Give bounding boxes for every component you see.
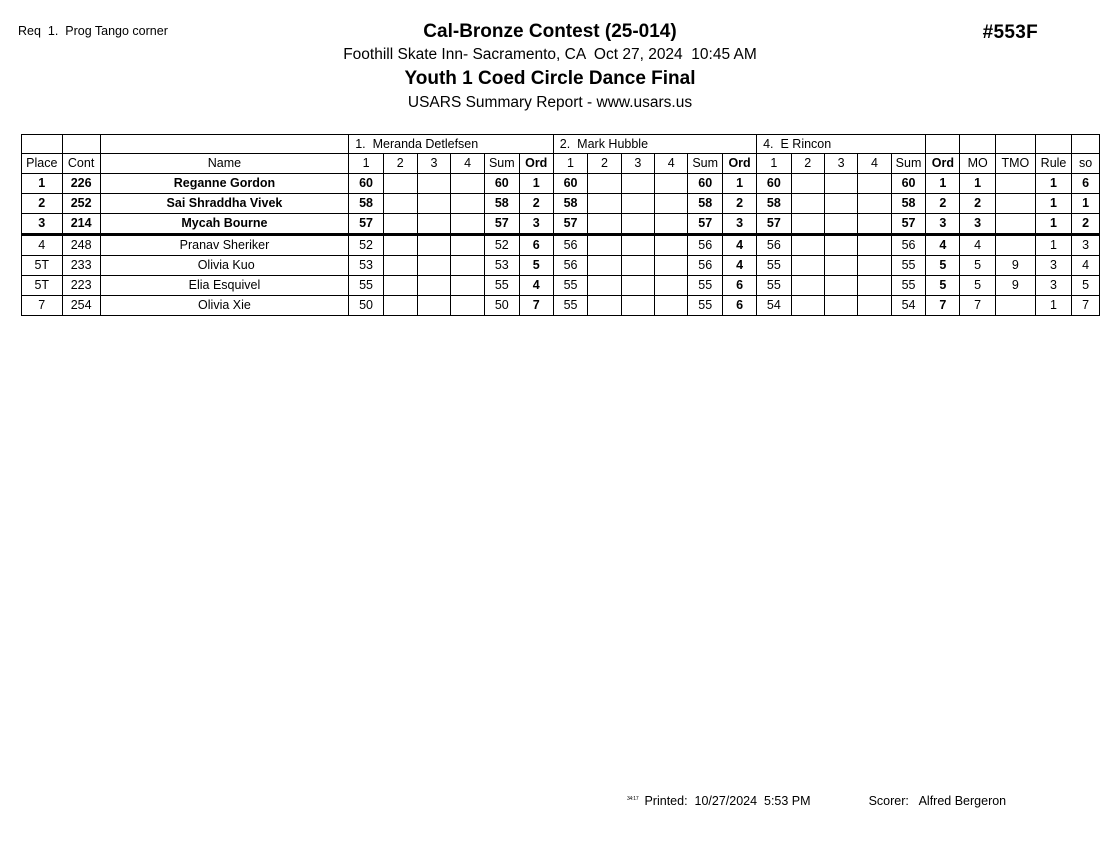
cell-j3-ord: 7 (926, 296, 960, 316)
cell-j2-score-1: 55 (553, 296, 587, 316)
cell-j3-ord: 2 (926, 194, 960, 214)
band-spacer-cont (62, 135, 100, 154)
cell-j1-score-1: 55 (349, 276, 384, 296)
cell-j3-sum: 57 (891, 214, 926, 235)
cell-so: 6 (1072, 174, 1100, 194)
cell-place: 2 (22, 194, 63, 214)
cell-mo: 5 (960, 256, 995, 276)
cell-j3-score-1: 55 (757, 256, 791, 276)
cell-j2-score-4 (655, 296, 688, 316)
cell-j1-ord: 1 (519, 174, 553, 194)
cell-j1-score-2 (383, 174, 417, 194)
cell-j2-ord: 3 (723, 214, 757, 235)
cell-rule: 1 (1035, 296, 1071, 316)
cell-j3-score-3 (824, 276, 857, 296)
header-tmo: TMO (995, 154, 1035, 174)
table-row (22, 256, 1100, 276)
judge-1-name: 1. Meranda Detlefsen (349, 135, 554, 154)
cell-place: 5T (22, 256, 63, 276)
cell-j1-score-3 (417, 214, 451, 235)
cell-place: 7 (22, 296, 63, 316)
cell-j1-ord: 3 (519, 214, 553, 235)
cell-j3-score-3 (824, 235, 857, 256)
header-name: Name (100, 154, 349, 174)
cell-j3-ord: 5 (926, 256, 960, 276)
scorer-name: Scorer: Alfred Bergeron (868, 794, 1007, 808)
cell-name: Pranav Sheriker (100, 235, 349, 256)
cell-j2-score-3 (621, 214, 654, 235)
cell-j3-score-4 (858, 235, 891, 256)
header-j2-sum: Sum (688, 154, 723, 174)
cell-j1-score-2 (383, 194, 417, 214)
cell-j1-score-3 (417, 276, 451, 296)
band-spacer-name (100, 135, 349, 154)
cell-rule: 1 (1035, 214, 1071, 235)
cell-j1-score-1: 52 (349, 235, 384, 256)
cell-j1-score-2 (383, 235, 417, 256)
cell-cont: 226 (62, 174, 100, 194)
cell-tmo (995, 194, 1035, 214)
cell-j2-sum: 56 (688, 256, 723, 276)
header-j1-score-4: 4 (451, 154, 485, 174)
cell-j3-score-4 (858, 296, 891, 316)
cell-tmo (995, 296, 1035, 316)
cell-j3-score-3 (824, 256, 857, 276)
cell-j3-score-3 (824, 194, 857, 214)
cell-j1-score-1: 57 (349, 214, 384, 235)
cell-mo: 1 (960, 174, 995, 194)
cell-j3-ord: 3 (926, 214, 960, 235)
cell-j2-ord: 6 (723, 276, 757, 296)
cell-mo: 7 (960, 296, 995, 316)
cell-j1-sum: 53 (484, 256, 519, 276)
header-j3-score-4: 4 (858, 154, 891, 174)
cell-j3-score-2 (791, 256, 824, 276)
cell-j2-score-2 (588, 214, 621, 235)
cell-j1-score-3 (417, 194, 451, 214)
cell-j1-score-3 (417, 174, 451, 194)
cell-j3-score-1: 54 (757, 296, 791, 316)
header-j1-score-2: 2 (383, 154, 417, 174)
band-spacer-place (22, 135, 63, 154)
header-j2-score-4: 4 (655, 154, 688, 174)
cell-rule: 1 (1035, 235, 1071, 256)
header-mo: MO (960, 154, 995, 174)
cell-j3-score-2 (791, 276, 824, 296)
cell-j1-score-1: 53 (349, 256, 384, 276)
cell-j3-ord: 5 (926, 276, 960, 296)
band-spacer-so (1072, 135, 1100, 154)
cell-mo: 5 (960, 276, 995, 296)
header-j1-ord: Ord (519, 154, 553, 174)
cell-tmo (995, 214, 1035, 235)
cell-j2-sum: 60 (688, 174, 723, 194)
cell-mo: 3 (960, 214, 995, 235)
cell-j3-score-3 (824, 214, 857, 235)
header-rule: Rule (1035, 154, 1071, 174)
header-j1-score-3: 3 (417, 154, 451, 174)
cell-so: 3 (1072, 235, 1100, 256)
cell-cont: 233 (62, 256, 100, 276)
cell-j2-sum: 58 (688, 194, 723, 214)
cell-name: Sai Shraddha Vivek (100, 194, 349, 214)
cell-cont: 254 (62, 296, 100, 316)
cell-j1-score-4 (451, 296, 485, 316)
band-spacer-mo (960, 135, 995, 154)
cell-j1-score-4 (451, 174, 485, 194)
cell-j2-ord: 4 (723, 256, 757, 276)
cell-j3-ord: 4 (926, 235, 960, 256)
cell-j2-ord: 1 (723, 174, 757, 194)
cell-j1-score-4 (451, 235, 485, 256)
header-j1-score-1: 1 (349, 154, 384, 174)
printed-timestamp: Printed: 10/27/2024 5:53 PM (644, 794, 811, 808)
cell-j2-score-2 (588, 174, 621, 194)
cell-j2-score-3 (621, 296, 654, 316)
cell-j3-score-4 (858, 194, 891, 214)
cell-j1-score-4 (451, 276, 485, 296)
band-spacer-rule (1035, 135, 1071, 154)
cell-j1-score-4 (451, 194, 485, 214)
cell-j2-score-1: 58 (553, 194, 587, 214)
cell-name: Mycah Bourne (100, 214, 349, 235)
cell-j3-score-1: 56 (757, 235, 791, 256)
cell-cont: 223 (62, 276, 100, 296)
cell-j1-score-3 (417, 296, 451, 316)
cell-j2-score-3 (621, 276, 654, 296)
cell-so: 5 (1072, 276, 1100, 296)
header-j3-sum: Sum (891, 154, 926, 174)
cell-j1-ord: 2 (519, 194, 553, 214)
cell-name: Elia Esquivel (100, 276, 349, 296)
cell-rule: 3 (1035, 256, 1071, 276)
footer-code: 34:17 (626, 795, 639, 802)
results-table-container (21, 134, 1100, 316)
cell-j2-score-3 (621, 256, 654, 276)
cell-j3-sum: 55 (891, 256, 926, 276)
cell-tmo: 9 (995, 276, 1035, 296)
table-row (22, 235, 1100, 256)
cell-j2-score-2 (588, 256, 621, 276)
cell-j3-score-3 (824, 174, 857, 194)
cell-j2-score-4 (655, 276, 688, 296)
cell-cont: 214 (62, 214, 100, 235)
cell-j3-sum: 60 (891, 174, 926, 194)
cell-j3-score-4 (858, 214, 891, 235)
band-spacer-ord3 (926, 135, 960, 154)
cell-j3-score-4 (858, 256, 891, 276)
cell-j1-score-2 (383, 256, 417, 276)
report-line: USARS Summary Report - www.usars.us (407, 94, 693, 111)
venue-line: Foothill Skate Inn- Sacramento, CA Oct 27, 2024 10:45 AM (343, 46, 757, 63)
header-cont: Cont (62, 154, 100, 174)
cell-place: 1 (22, 174, 63, 194)
cell-j1-score-2 (383, 214, 417, 235)
cell-j2-ord: 2 (723, 194, 757, 214)
cell-name: Olivia Kuo (100, 256, 349, 276)
cell-j2-score-3 (621, 235, 654, 256)
cell-j1-score-1: 58 (349, 194, 384, 214)
cell-j2-sum: 55 (688, 276, 723, 296)
header-j1-sum: Sum (484, 154, 519, 174)
cell-j2-ord: 4 (723, 235, 757, 256)
header-j2-score-1: 1 (553, 154, 587, 174)
table-row (22, 296, 1100, 316)
cell-j2-score-1: 55 (553, 276, 587, 296)
footer (620, 780, 1006, 808)
cell-j2-score-1: 60 (553, 174, 587, 194)
header-place: Place (22, 154, 63, 174)
cell-j1-sum: 50 (484, 296, 519, 316)
judge-3-name: 4. E Rincon (757, 135, 926, 154)
cell-j1-score-4 (451, 214, 485, 235)
cell-j2-ord: 6 (723, 296, 757, 316)
cell-tmo (995, 235, 1035, 256)
cell-j2-score-2 (588, 296, 621, 316)
cell-j3-score-2 (791, 214, 824, 235)
cell-j2-score-4 (655, 214, 688, 235)
cell-place: 4 (22, 235, 63, 256)
cell-j2-sum: 55 (688, 296, 723, 316)
header-so: so (1072, 154, 1100, 174)
cell-so: 4 (1072, 256, 1100, 276)
cell-j2-sum: 57 (688, 214, 723, 235)
document-number: #553F (982, 22, 1038, 43)
cell-so: 1 (1072, 194, 1100, 214)
cell-j3-score-1: 58 (757, 194, 791, 214)
cell-j2-score-3 (621, 194, 654, 214)
cell-rule: 1 (1035, 174, 1071, 194)
cell-j1-score-1: 60 (349, 174, 384, 194)
cell-j3-ord: 1 (926, 174, 960, 194)
cell-j3-score-1: 57 (757, 214, 791, 235)
cell-j2-score-4 (655, 174, 688, 194)
cell-j1-score-4 (451, 256, 485, 276)
cell-cont: 248 (62, 235, 100, 256)
cell-j1-sum: 55 (484, 276, 519, 296)
cell-j1-score-2 (383, 276, 417, 296)
cell-cont: 252 (62, 194, 100, 214)
header-j3-score-2: 2 (791, 154, 824, 174)
cell-j2-score-3 (621, 174, 654, 194)
cell-j2-score-2 (588, 276, 621, 296)
cell-j1-score-2 (383, 296, 417, 316)
cell-j1-sum: 52 (484, 235, 519, 256)
cell-j3-sum: 56 (891, 235, 926, 256)
table-row (22, 194, 1100, 214)
cell-j3-score-4 (858, 174, 891, 194)
cell-j1-sum: 60 (484, 174, 519, 194)
cell-j3-sum: 58 (891, 194, 926, 214)
cell-mo: 2 (960, 194, 995, 214)
cell-j1-score-1: 50 (349, 296, 384, 316)
header-j3-ord: Ord (926, 154, 960, 174)
cell-j3-sum: 55 (891, 276, 926, 296)
contest-title: Cal-Bronze Contest (25-014) (423, 21, 677, 42)
table-row (22, 276, 1100, 296)
cell-j3-score-2 (791, 194, 824, 214)
cell-rule: 3 (1035, 276, 1071, 296)
header-j2-ord: Ord (723, 154, 757, 174)
cell-j2-score-1: 57 (553, 214, 587, 235)
cell-j1-ord: 6 (519, 235, 553, 256)
cell-tmo (995, 174, 1035, 194)
cell-j1-ord: 4 (519, 276, 553, 296)
cell-j3-score-2 (791, 235, 824, 256)
cell-j3-score-3 (824, 296, 857, 316)
cell-j3-score-1: 60 (757, 174, 791, 194)
cell-name: Olivia Xie (100, 296, 349, 316)
table-row (22, 214, 1100, 235)
cell-j2-sum: 56 (688, 235, 723, 256)
column-header-row (22, 154, 1100, 174)
cell-j1-ord: 7 (519, 296, 553, 316)
cell-j2-score-2 (588, 235, 621, 256)
cell-j2-score-2 (588, 194, 621, 214)
cell-j2-score-4 (655, 256, 688, 276)
cell-name: Reganne Gordon (100, 174, 349, 194)
cell-j3-sum: 54 (891, 296, 926, 316)
header-j3-score-1: 1 (757, 154, 791, 174)
table-row (22, 174, 1100, 194)
cell-j1-score-3 (417, 256, 451, 276)
header-j3-score-3: 3 (824, 154, 857, 174)
cell-j2-score-1: 56 (553, 235, 587, 256)
requirement-line: Req 1. Prog Tango corner (18, 24, 168, 38)
title-block (0, 20, 1100, 114)
cell-j1-ord: 5 (519, 256, 553, 276)
cell-j2-score-4 (655, 235, 688, 256)
cell-tmo: 9 (995, 256, 1035, 276)
cell-place: 5T (22, 276, 63, 296)
cell-rule: 1 (1035, 194, 1071, 214)
header-j2-score-2: 2 (588, 154, 621, 174)
cell-j2-score-1: 56 (553, 256, 587, 276)
cell-so: 2 (1072, 214, 1100, 235)
judge-band-row (22, 135, 1100, 154)
cell-j1-sum: 58 (484, 194, 519, 214)
cell-j1-score-3 (417, 235, 451, 256)
results-table (21, 134, 1100, 316)
cell-j3-score-4 (858, 276, 891, 296)
cell-j3-score-2 (791, 296, 824, 316)
cell-j3-score-2 (791, 174, 824, 194)
cell-j3-score-1: 55 (757, 276, 791, 296)
cell-so: 7 (1072, 296, 1100, 316)
judge-2-name: 2. Mark Hubble (553, 135, 756, 154)
band-spacer-tmo (995, 135, 1035, 154)
cell-mo: 4 (960, 235, 995, 256)
header-j2-score-3: 3 (621, 154, 654, 174)
cell-place: 3 (22, 214, 63, 235)
cell-j2-score-4 (655, 194, 688, 214)
event-title: Youth 1 Coed Circle Dance Final (404, 68, 696, 89)
cell-j1-sum: 57 (484, 214, 519, 235)
